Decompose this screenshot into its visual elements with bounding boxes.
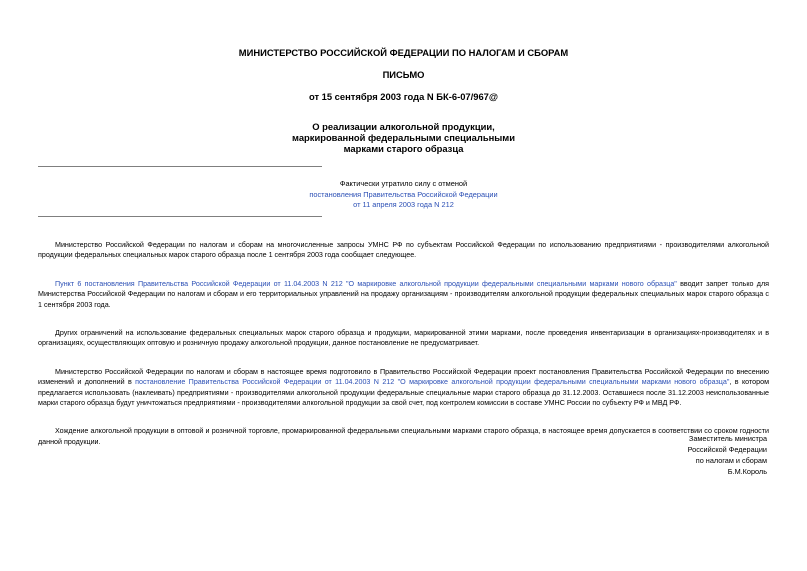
subject-line-1: О реализации алкогольной продукции, bbox=[312, 121, 495, 132]
document-subject bbox=[0, 121, 807, 154]
paragraph-2 bbox=[38, 279, 769, 310]
status-note bbox=[0, 179, 807, 211]
signature-name: Б.М.Король bbox=[727, 466, 767, 476]
paragraph-5: Хождение алкогольной продукции в оптовой и розничной торговле, промаркированной федеральными специальными марками старого образца, в настоящее время допускается в соответствии со сроком годности данной продукции. bbox=[38, 427, 769, 446]
paragraph-3: Других ограничений на использование федеральных специальных марок старого образца и продукции, маркированной этими марками, после проведения инвентаризации в организациях-производителях и в организациях, осуществляющих оптовую и розничную продажу алкогольной продукции, данное постановление не предусматривает. bbox=[38, 329, 769, 348]
paragraph-2-link[interactable]: Пункт 6 постановления Правительства Российской Федерации от 11.04.2003 N 212 "О маркировке алкогольной продукции федеральными специальными марками нового образца" bbox=[55, 279, 677, 288]
subject-line-2: маркированной федеральными специальными bbox=[292, 132, 515, 143]
signature-block bbox=[688, 434, 767, 478]
ministry-title: МИНИСТЕРСТВО РОССИЙСКОЙ ФЕДЕРАЦИИ ПО НАЛОГАМ И СБОРАМ bbox=[238, 47, 569, 58]
paragraph-4 bbox=[38, 367, 769, 409]
status-note-text: Фактически утратило силу с отменой bbox=[339, 179, 468, 188]
divider-bottom bbox=[38, 216, 322, 217]
signature-position: Заместитель министра bbox=[688, 434, 767, 443]
document-type: ПИСЬМО bbox=[382, 69, 425, 80]
paragraph-4-link[interactable]: постановление Правительства Российской Федерации от 11.04.2003 N 212 "О маркировке алкогольной продукции федеральными специальными марками нового образца" bbox=[135, 378, 730, 387]
document-date-number: от 15 сентября 2003 года N БК-6-07/967@ bbox=[308, 91, 499, 102]
paragraph-4-text-a: Министерство Российской Федерации по налогам и сборам в настоящее время подготовило в Правительство Российской Федерации проект постановления Правительства Российской Федерации по внесению изменений и дополнений в bbox=[38, 367, 769, 387]
status-note-link-line-2[interactable]: от 11 апреля 2003 года N 212 bbox=[353, 200, 454, 209]
paragraph-1: Министерство Российской Федерации по налогам и сборам на многочисленные запросы УМНС РФ по субъектам Российской Федерации по использованию предприятиями - производителями алкогольной продукции федеральных специальных марок старого образца после 1 сентября 2003 года сообщает следующее. bbox=[38, 241, 769, 260]
signature-org-line-1: Российской Федерации bbox=[687, 444, 767, 454]
subject-line-3: марками старого образца bbox=[343, 143, 464, 154]
status-note-link-line-1[interactable]: постановления Правительства Российской Федерации bbox=[309, 189, 498, 199]
divider-top bbox=[38, 166, 322, 167]
signature-org-line-2: по налогам и сборам bbox=[695, 455, 767, 465]
paragraph-4-text-b: , в котором предлагается использовать (наклеивать) предприятиями - производителями алкогольной продукции федеральные специальные марки старого образца до 31.12.2003. Оставшиеся после 31.12.2003 неиспользованные марки старого образца будут уничтожаться предприятиями - производителями алкогольной продукции за свой счет, под контролем комиссии в составе УМНС России по субъекту РФ и МВД РФ. bbox=[38, 378, 769, 408]
letter-body bbox=[38, 240, 769, 465]
paragraph-2-text: вводит запрет только для Министерства Российской Федерации по налогам и сборам и его территориальных управлений на продажу организациям - производителям алкогольной продукции федеральных специальных марок старого образца с 1 сентября 2003 года. bbox=[38, 279, 769, 309]
